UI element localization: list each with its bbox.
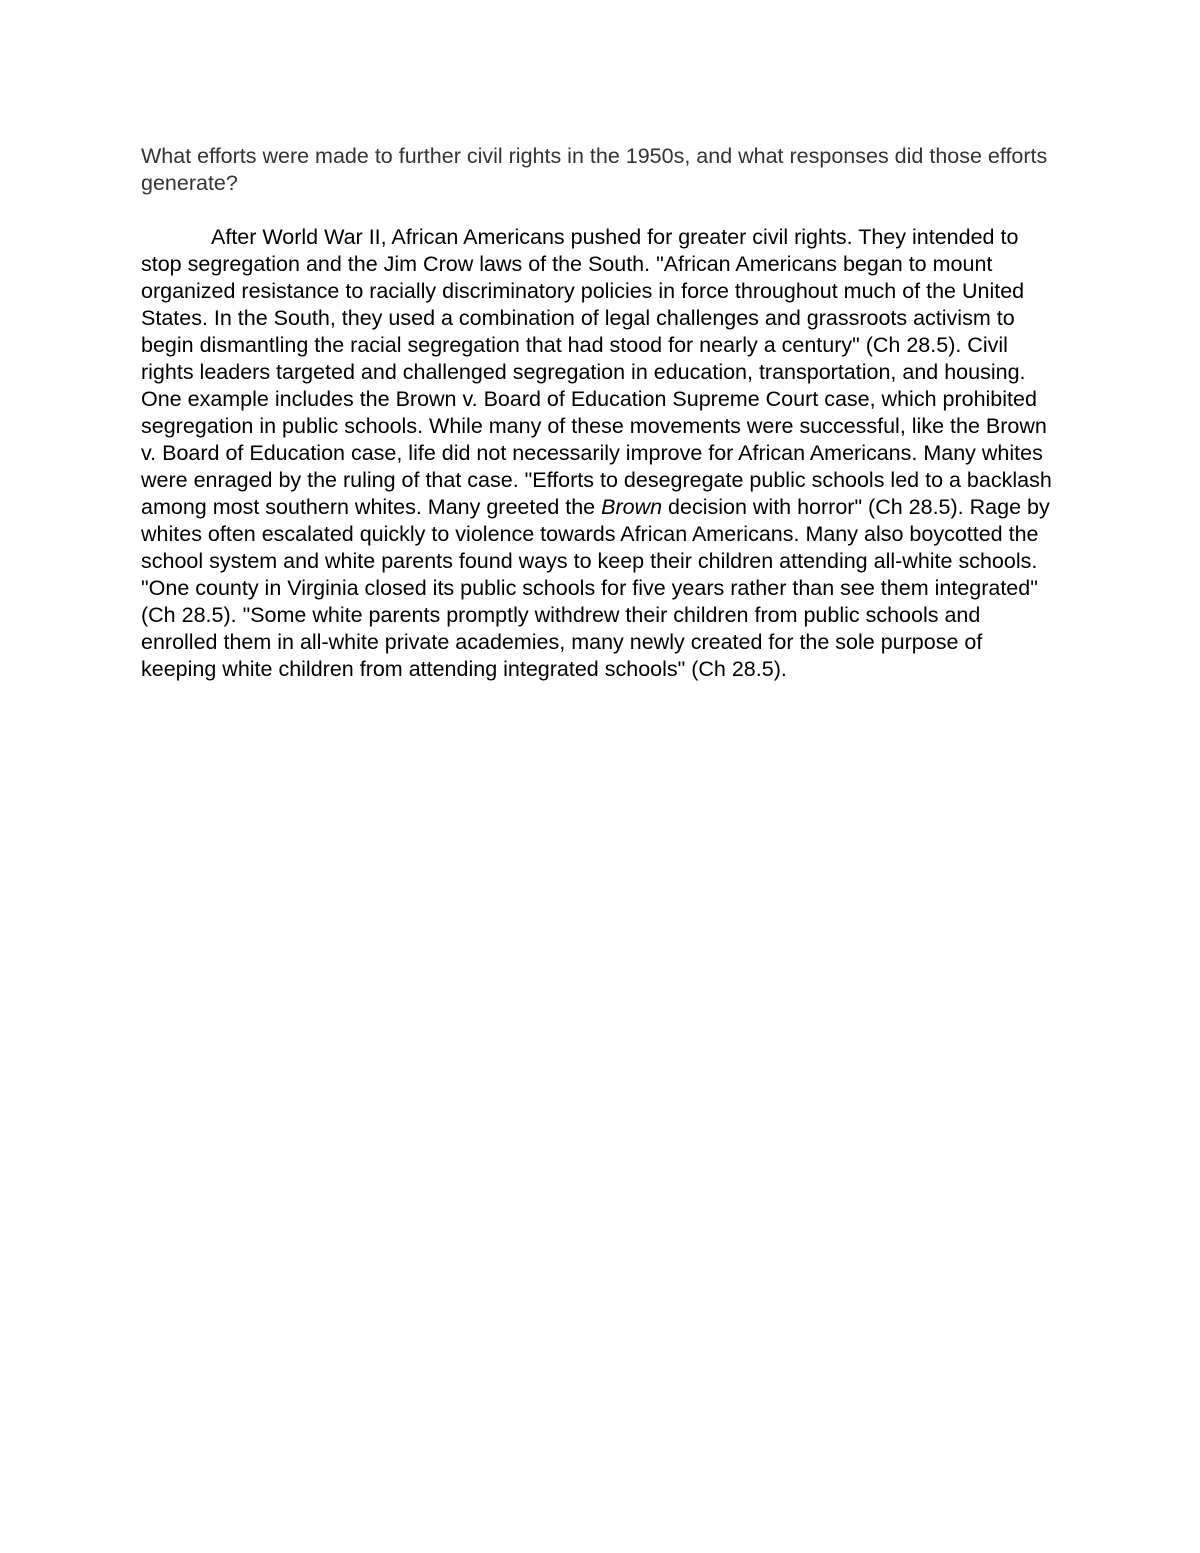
italic-case-name: Brown <box>601 495 663 519</box>
essay-question: What efforts were made to further civil rights in the 1950s, and what responses did those efforts generate? <box>141 144 1048 195</box>
document-content <box>141 143 1061 683</box>
essay-paragraph <box>141 224 1061 683</box>
paragraph-text-part-1: After World War II, African Americans pushed for greater civil rights. They intended to stop segregation and the Jim Crow laws of the South. "African Americans began to mount organized resistance to racially discriminatory policies in force throughout much of the United States. In the South, they used a combination of legal challenges and grassroots activism to begin dismantling the racial segregation that had stood for nearly a century" (Ch 28.5). Civil rights leaders targeted and challenged segregation in education, transportation, and housing. One example includes the Brown v. Board of Education Supreme Court case, which prohibited segregation in public schools. While many of these movements were successful, like the Brown v. Board of Education case, life did not necessarily improve for African Americans. Many whites were enraged by the ruling of that case. "Efforts to desegregate public schools led to a backlash among most southern whites. Many greeted the <box>141 225 1052 519</box>
paragraph-text-part-2: decision with horror" (Ch 28.5). Rage by whites often escalated quickly to violence towards African Americans. Many also boycotted the school system and white parents found ways to keep their children attending all-white schools. "One county in Virginia closed its public schools for five years rather than see them integrated" (Ch 28.5). "Some white parents promptly withdrew their children from public schools and enrolled them in all-white private academies, many newly created for the sole purpose of keeping white children from attending integrated schools" (Ch 28.5). <box>141 495 1050 681</box>
